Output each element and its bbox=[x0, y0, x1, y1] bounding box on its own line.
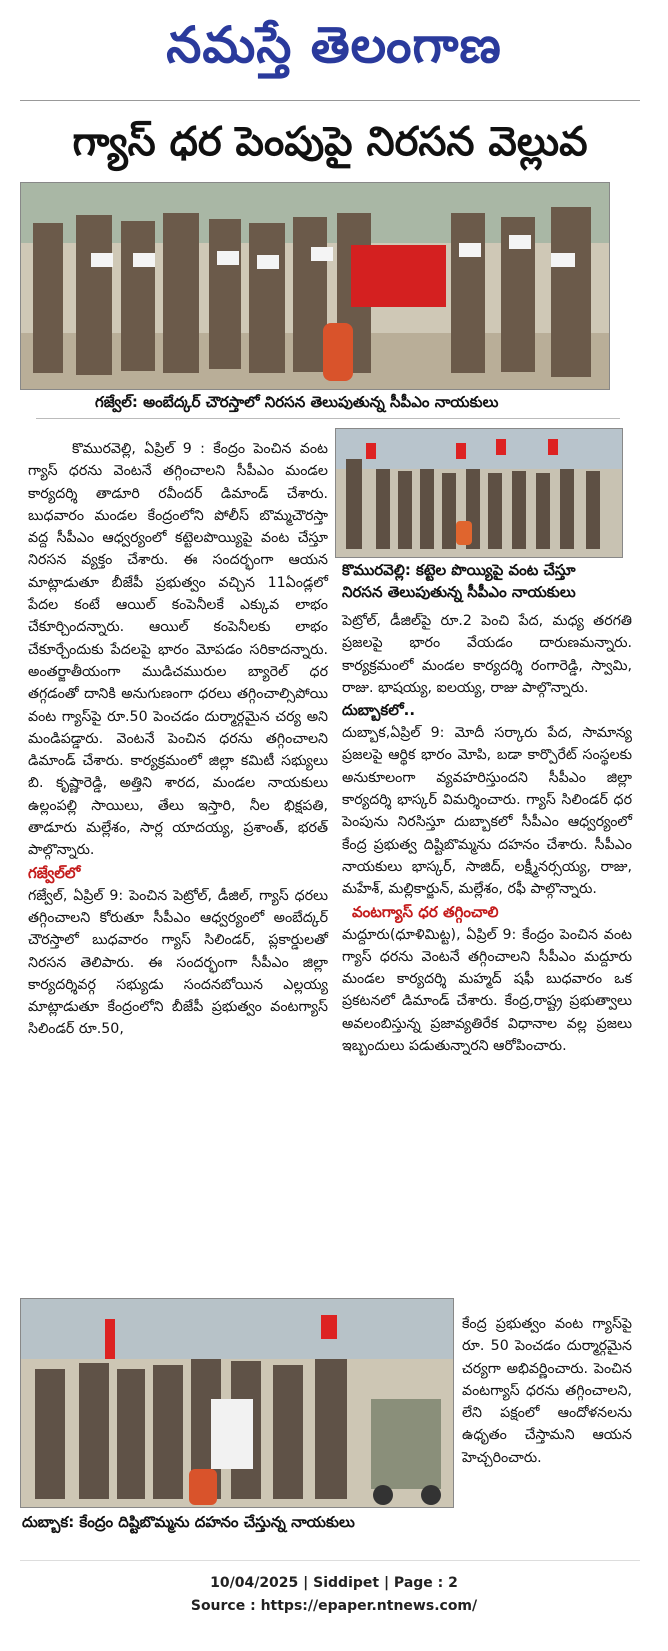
right-paragraph-3: మద్దూరు(ధూళిమిట్ట), ఏప్రిల్ 9: కేంద్రం పెంచిన వంట గ్యాస్ ధరను వెంటనే తగ్గించాలని సీపీఎం మద్దూరు మండల కార్యదర్శి మహ్మద్ షఫీ బుధవారం ఒక ప్రకటనలో డిమాండ్ చేశారు. కేంద్ర,రాష్ట్ర ప్రభుత్వాలు అవలంబిస్తున్న ప్రజావ్యతిరేక విధానాల వల్ల ప్రజలు ఇబ్బందులు పడుతున్నారని ఆరోపించారు. bbox=[342, 926, 632, 1055]
caption-bottom-photo: దుబ్బాక: కేంద్రం దిష్టిబొమ్మను దహనం చేస్తున్న నాయకులు bbox=[22, 1513, 355, 1531]
photo-gajwel-protest bbox=[20, 182, 610, 390]
footer-rule bbox=[20, 1560, 640, 1561]
caption-rule bbox=[36, 418, 620, 419]
headline: గ్యాస్ ధర పెంపుపై నిరసన వెల్లువ bbox=[72, 119, 588, 165]
left-column bbox=[28, 438, 328, 1293]
right-paragraph-3-tail: కేంద్ర ప్రభుత్వం వంట గ్యాస్‌పై రూ. 50 పెంచడం దుర్మార్గమైన చర్యగా అభివర్ణించారు. పెంచిన వంటగ్యాస్ ధరను తగ్గించాలని, లేని పక్షంలో ఆందోళనలను ఉధృతం చేస్తామని ఆయన హెచ్చరించారు. bbox=[462, 1316, 632, 1466]
caption-right-photo-2: నిరసన తెలుపుతున్న సీపీఎం నాయకులు bbox=[342, 583, 576, 601]
caption-top-photo: గజ్వేల్: అంబేద్కర్ చౌరస్తాలో నిరసన తెలుపుతున్న సీపీఎం నాయకులు bbox=[95, 393, 499, 411]
photo-komuravelli-protest bbox=[335, 428, 623, 558]
right-column bbox=[342, 610, 632, 1330]
left-paragraph-2: గజ్వేల్, ఏప్రిల్ 9: పెంచిన పెట్రోల్, డీజిల్, గ్యాస్ ధరలు తగ్గించాలని కోరుతూ సీపీఎం ఆధ్వర్యంలో అంబేద్కర్ చౌరస్తాలో బుధవారం గ్యాస్ సిలిండర్, ప్లకార్డులతో నిరసన తెలిపారు. ఈ సందర్భంగా సీపీఎం జిల్లా కార్యదర్శివర్గ సభ్యుడు సందనబోయిన ఎల్లయ్య మాట్లాడుతూ కేంద్రంలోని బీజేపీ ప్రభుత్వం వంటగ్యాస్ సిలిండర్ రూ.50, bbox=[28, 887, 328, 1038]
subheading-reduce-gas-price: వంటగ్యాస్ ధర తగ్గించాలి bbox=[352, 902, 499, 921]
caption-right-photo-1: కొమురవెల్లి: కట్టెల పొయ్యిపై వంట చేస్తూ bbox=[342, 561, 576, 579]
right-column-tail bbox=[462, 1313, 632, 1543]
right-paragraph-2: దుబ్బాక,ఏప్రిల్ 9: మోదీ సర్కారు పేద, సామాన్య ప్రజలపై ఆర్థిక భారం మోపి, బడా కార్పొరేట్ సంస్థలకు అనుకూలంగా వ్యవహరిస్తుందని సీపీఎం జిల్లా కార్యదర్శి భాస్కర్ విమర్శించారు. గ్యాస్ సిలిండర్ ధర పెంపును నిరసిస్తూ దుబ్బాకలో సీపీఎం ఆధ్వర్యంలో కేంద్ర ప్రభుత్వ దిష్టిబొమ్మను దహనం చేశారు. సీపీఎం నాయకులు భాస్కర్, సాజిద్, లక్ష్మీనర్సయ్య, రాజు, మహేశ్, మల్లికార్జున్, మల్లేశం, రఫీ పాల్గొన్నారు. bbox=[342, 725, 632, 898]
right-paragraph-1: పెట్రోల్, డీజిల్‌పై రూ.2 పెంచి పేద, మధ్య తరగతి ప్రజలపై భారం వేయడం దారుణమన్నారు. కార్యక్రమంలో మండల కార్యదర్శి రంగారెడ్డి, స్వామి, రాజు. భాషయ్య, ఐలయ్య, రాజు పాల్గొన్నారు. bbox=[342, 613, 632, 696]
masthead: నమస్తే తెలంగాణ bbox=[166, 16, 502, 74]
footer-date-edition: 10/04/2025 | Siddipet | Page : 2 bbox=[210, 1575, 458, 1591]
subheading-dubbaka: దుబ్బాకలో.. bbox=[342, 701, 416, 720]
left-paragraph-1: కొమురవెల్లి, ఏప్రిల్ 9 : కేంద్రం పెంచిన వంట గ్యాస్ ధరను వెంటనే తగ్గించాలని సీపీఎం మండల కార్యదర్శి తాడూరి రవీందర్ డిమాండ్ చేశారు. బుధవారం మండల కేంద్రంలోని పోలీస్ బొమ్మచౌరస్తా వద్ద సీపీఎం ఆధ్వర్యంలో కట్టెలపొయ్యిపై వంట చేస్తూ నిరసన వ్యక్తం చేశారు. ఈ సందర్భంగా ఆయన మాట్లాడుతూ బీజేపీ ప్రభుత్వం వచ్చిన 11ఏండ్లలో పేదల కంటే ఆయిల్ కంపెనీలకే ఎక్కువ లాభం చేకూర్చిందన్నారు. ఆయిల్ కంపెనీలకు లాభం చేకూర్చేందుకు పేదలపై భారం మోపడం సరికాదన్నారు. అంతర్జాతీయంగా ముడిచమురుల బ్యారెల్ ధర తగ్గడంతో దానికి అనుగుణంగా ధరలు తగ్గించాల్సిపోయి వంట గ్యాస్‌పై రూ.50 పెంచడం దుర్మార్గమైన చర్య అని మండిపడ్డారు. వెంటనే పెంచిన ధరను తగ్గించాలని డిమాండ్ చేశారు. కార్యక్రమంలో జిల్లా కమిటీ సభ్యులు బి. కృష్ణారెడ్డి, అత్తిని శారద, మండల నాయకులు ఉల్లంపల్లి సాయిలు, తేలు ఇస్తారి, నీల భిక్షపతి, తాడూరు మల్లేశం, సార్ల యాదయ్య, ప్రశాంత్, భరత్ పాల్గొన్నారు. bbox=[28, 441, 328, 859]
masthead-rule bbox=[20, 100, 640, 101]
footer-source: Source : https://epaper.ntnews.com/ bbox=[190, 1598, 478, 1614]
photo-dubbaka-effigy bbox=[20, 1298, 454, 1508]
subheading-gajwel: గజ్వేల్‌లో bbox=[28, 863, 81, 882]
